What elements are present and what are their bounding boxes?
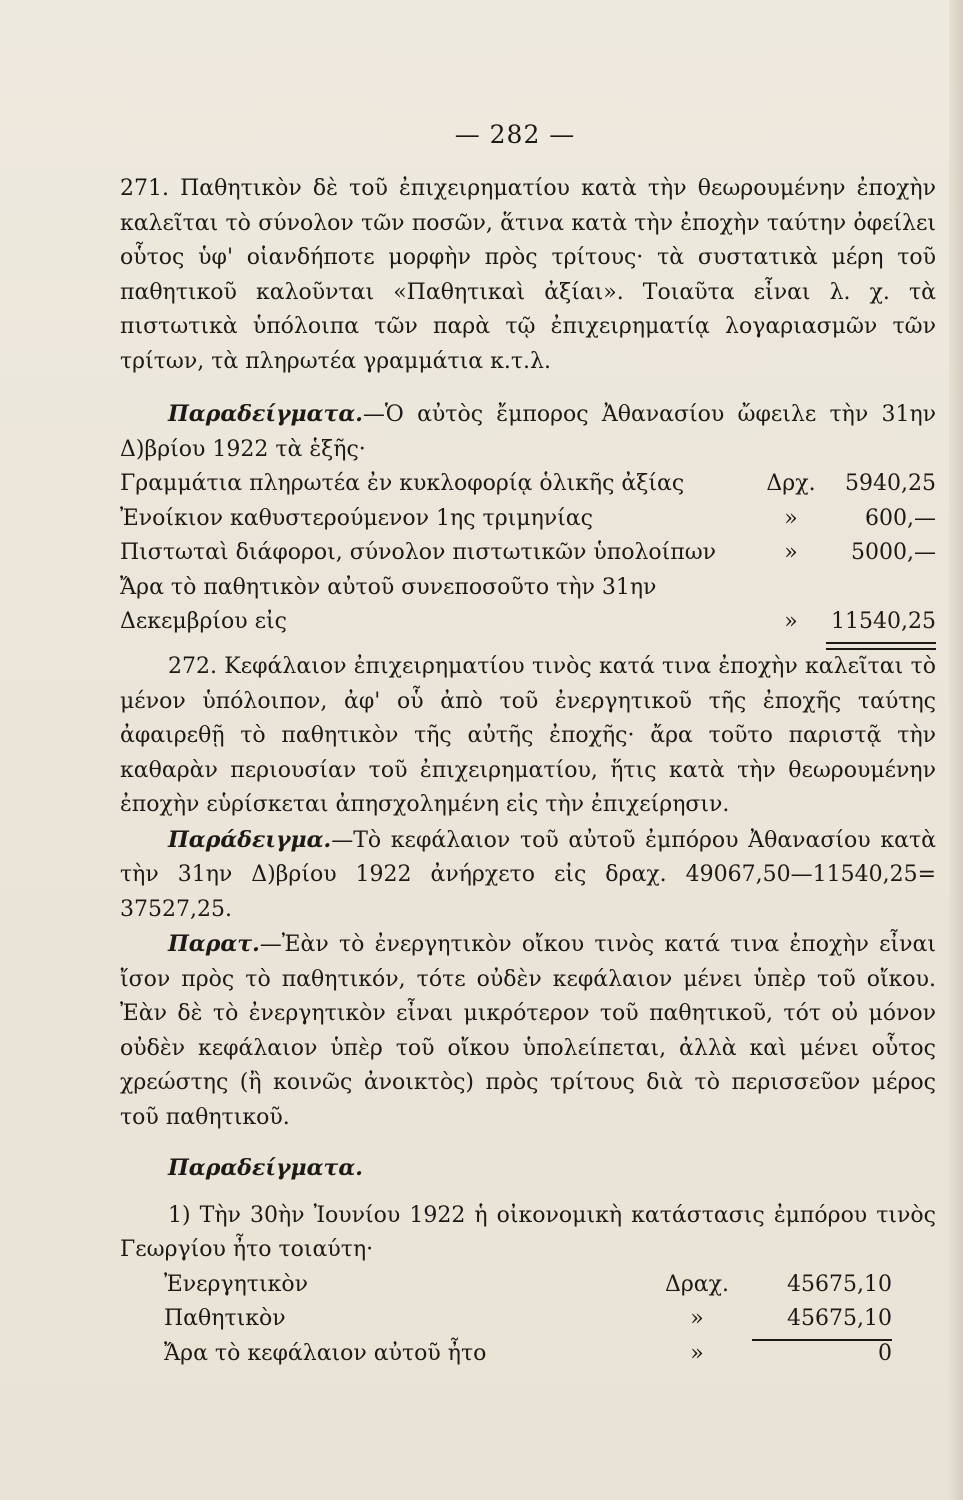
examples-heading [120,1151,936,1187]
table-row [120,571,936,606]
row-currency: » [690,1340,704,1366]
example-1-text: 1) Τὴν 30ὴν Ἰουνίου 1922 ἡ οἰκονομικὴ κατάστασις ἐμπόρου τινὸς Γεωργίου ἦτο τοιαύτη· [120,1202,936,1262]
examples-label: Παραδείγματα. [168,1155,363,1181]
row-currency: » [784,540,798,565]
row-description: Ἐνεργητικὸν [164,1271,308,1297]
row-amount: 45675,10 [787,1271,892,1297]
row-description: Ἄρα τὸ παθητικὸν αὐτοῦ συνεποσοῦτο τὴν 31ην [120,574,657,600]
table-row [120,536,936,571]
row-amount: 600,— [865,505,936,531]
table-row [164,1302,892,1337]
row-amount-total: 0 [878,1340,892,1366]
section-272-example [120,823,936,928]
row-amount: 5940,25 [845,471,936,496]
section-272-note [120,927,936,1135]
note-text: —Ἐὰν τὸ ἐνεργητικὸν οἴκου τινὸς κατά τινα ἐποχὴν εἶναι ἴσον πρὸς τὸ παθητικόν, τότε οὐδὲν κεφάλαιον μένει ὑπὲρ τοῦ οἴκου. Ἐὰν δὲ τὸ ἐνεργητικὸν εἶναι μικρότερον τοῦ παθητικοῦ, τότ οὐ μόνον οὐδὲν κεφάλαιον ὑπὲρ τοῦ οἴκου ὑπολείπεται, ἀλλὰ καὶ μένει οὗτος χρεώστης (ἢ κοινῶς ἀνοικτὸς) πρὸς τρίτους διὰ τὸ περισσεῦον μέρος τοῦ παθητικοῦ. [120,932,936,1130]
row-description: Ἐνοίκιον καθυστερούμενον 1ης τριμηνίας [120,505,593,531]
row-currency: » [784,609,798,634]
row-description: Πιστωταὶ διάφοροι, σύνολον πιστωτικῶν ὑπολοίπων [120,540,717,565]
row-description: Γραμμάτια πληρωτέα ἐν κυκλοφορίᾳ ὁλικῆς ἀξίας [120,471,685,496]
section-271-example [120,397,936,467]
row-amount: 45675,10 [752,1302,892,1341]
note-label: Παρατ. [168,931,260,957]
table-row [164,1268,892,1303]
example-intro: —Ὁ αὐτὸς ἔμπορος Ἀθανασίου ὤφειλε τὴν 31ην Δ)βρίου 1922 τὰ ἑξῆς· [120,402,936,462]
example-label: Παραδείγματα. [168,401,363,427]
row-amount: 5000,— [851,540,936,565]
row-currency: Δρχ. [766,471,816,496]
row-description: Ἄρα τὸ κεφάλαιον αὐτοῦ ἦτο [164,1340,487,1366]
section-271 [120,172,936,640]
section-271-text: 271. Παθητικὸν δὲ τοῦ ἐπιχειρηματίου κατὰ τὴν θεωρουμένην ἐποχὴν καλεῖται τὸ σύνολον τῶν ποσῶν, ἅτινα κατὰ τὴν ἐποχὴν ταύτην ὀφείλει οὗτος ὑφ' οἱανδήποτε μορφὴν πρὸς τρίτους· τὰ συστατικὰ μέρη τοῦ παθητικοῦ καλοῦνται «Παθητικαὶ ἀξίαι». Τοιαῦτα εἶναι λ. χ. τὰ πιστωτικὰ ὑπόλοιπα τῶν παρὰ τῷ ἐπιχειρηματίᾳ λογαριασμῶν τῶν τρίτων, τὰ πληρωτέα γραμμάτια κ.τ.λ. [120,176,936,374]
liabilities-table [120,467,936,640]
section-272 [120,650,936,1371]
page-number: — 282 — [454,120,576,149]
example-text: —Τὸ κεφάλαιον τοῦ αὐτοῦ ἐμπόρου Ἀθανασίου κατὰ τὴν 31ην Δ)βρίου 1922 ἀνήρχετο εἰς δραχ. 49067,50—11540,25= 37527,25. [120,827,936,922]
example-label: Παράδειγμα. [168,826,332,853]
table-row-total [164,1337,892,1372]
row-currency: Δραχ. [664,1271,729,1297]
row-description: Δεκεμβρίου εἰς [120,609,287,634]
page-edge [949,0,963,1500]
table-row [120,467,936,502]
table-row-total [120,605,936,640]
row-currency: » [690,1306,704,1331]
table-row [120,502,936,537]
section-272-text: 272. Κεφάλαιον ἐπιχειρηματίου τινὸς κατά τινα ἐποχὴν καλεῖται τὸ μένον ὑπόλοιπον, ἀφ' οὗ ἀπὸ τοῦ ἐνεργητικοῦ τῆς ἐποχῆς ταύτης ἀφαιρεθῇ τὸ παθητικὸν τῆς αὐτῆς ἐποχῆς· ἄρα τοῦτο παριστᾷ τὴν καθαρὰν περιουσίαν τοῦ ἐπιχειρηματίου, ἥτις κατὰ τὴν θεωρουμένην ἐποχὴν εὑρίσκεται ἀπησχολημένη εἰς τὴν ἐπιχείρησιν. [120,654,936,817]
example-1-table [164,1268,892,1372]
row-currency: » [784,505,798,531]
row-description: Παθητικὸν [164,1306,286,1331]
row-amount-total: 11540,25 [826,605,936,640]
